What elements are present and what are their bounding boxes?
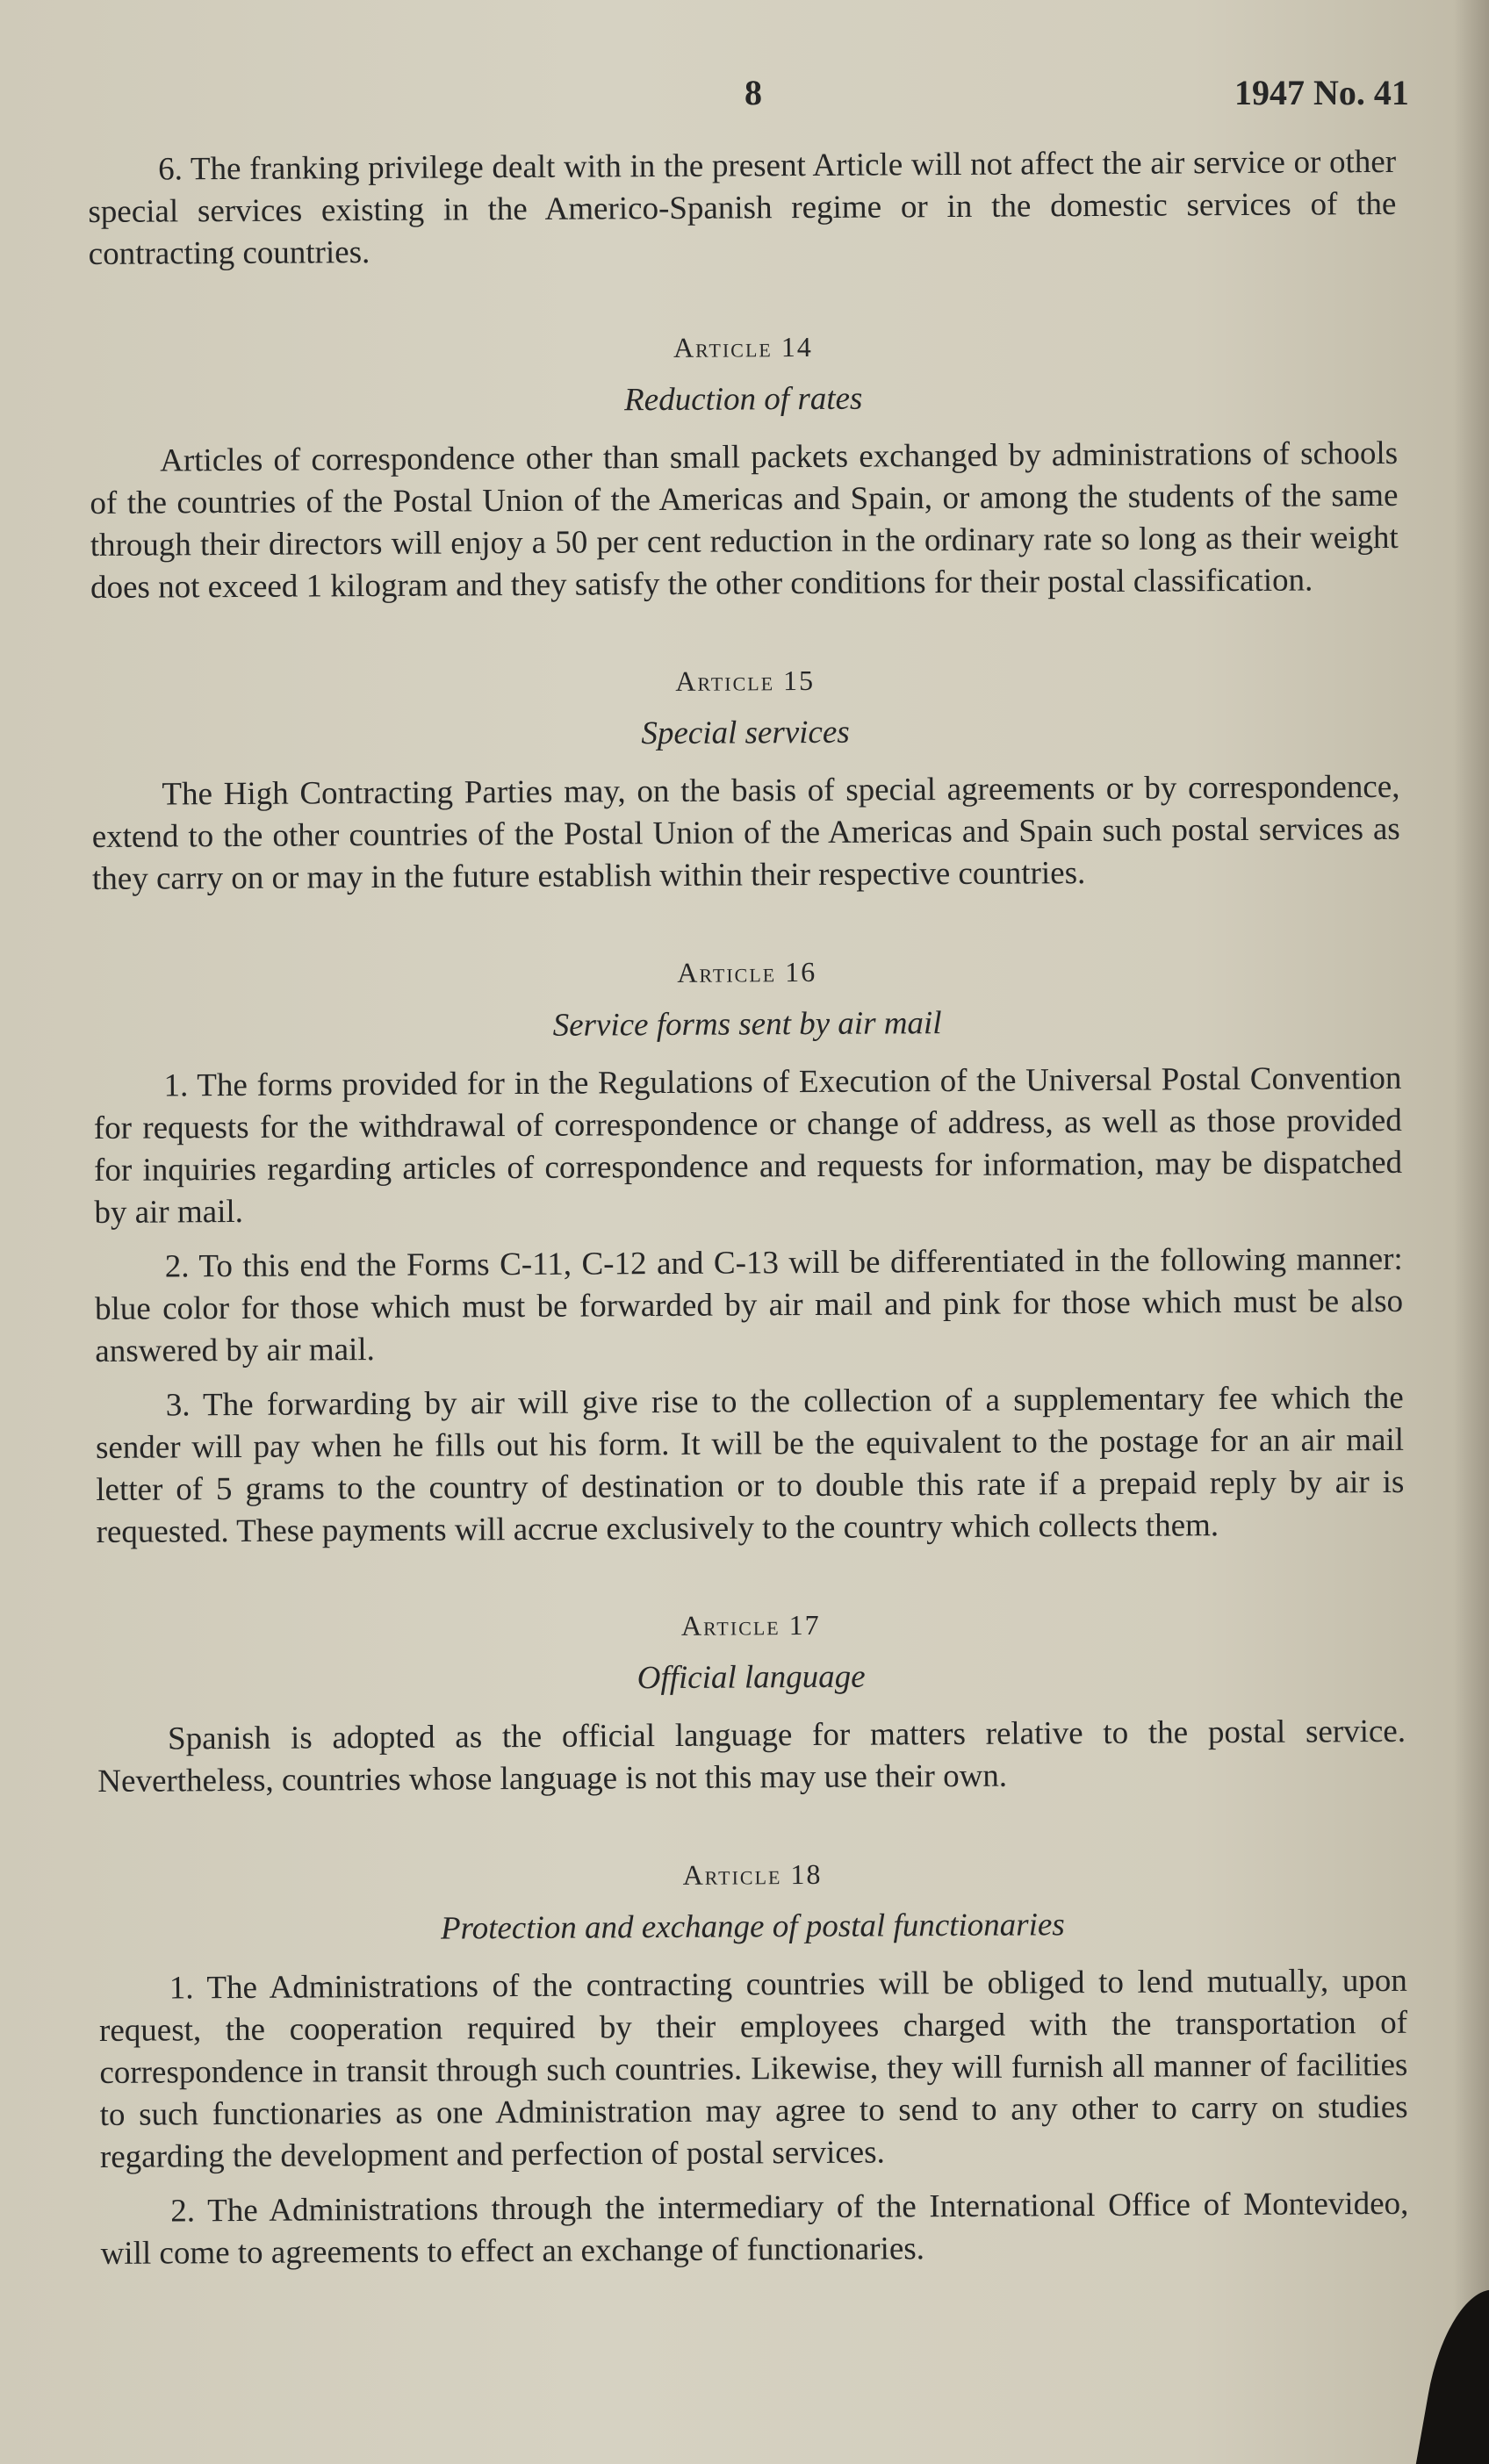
- article-17: [97, 1600, 1406, 1803]
- article-subtitle: Special services: [641, 714, 850, 752]
- article-18: [98, 1850, 1409, 2275]
- article-heading: Article 14: [673, 330, 813, 363]
- article-heading: Article 16: [677, 955, 817, 988]
- article-heading: Article 17: [680, 1608, 821, 1641]
- article-paragraph: Articles of correspondence other than small packets exchanged by administrations of schools of the countries of the Postal Union of the Americas and Spain, or among the students of the same through their directors will enjoy a 50 per cent reduction in the ordinary rate so long as their weight does not exceed 1 kilogram and they satisfy the other conditions for their postal classification.: [90, 435, 1399, 606]
- binding-corner: [1408, 2281, 1489, 2464]
- article-paragraph: 1. The Administrations of the contracting countries will be obliged to lend mutually, upon request, the cooperation required by their employees charged with the transportation of correspondence in transit through such countries. Likewise, they will furnish all manner of facilities to such functionaries as one Administration may agree to send to any other to carry on studies regarding the development and perfection of postal services.: [98, 1962, 1408, 2175]
- article-14: [89, 322, 1399, 609]
- document-id: 1947 No. 41: [1234, 73, 1409, 112]
- page-header: [0, 72, 1489, 125]
- article-subtitle: Service forms sent by air mail: [552, 1005, 942, 1044]
- article-subtitle: Official language: [637, 1658, 866, 1697]
- page-content: [88, 141, 1409, 2275]
- article-15: [91, 656, 1401, 901]
- article-paragraph: The High Contracting Parties may, on the basis of special agreements or by correspondence, extend to the other countries of the Postal Union of the Americas and Spain such postal services as they carry on or may in the future establish within their respective countries.: [91, 768, 1400, 897]
- page-edge-shadow: [1454, 0, 1489, 2464]
- article-paragraph: 1. The forms provided for in the Regulations of Execution of the Universal Postal Convention for requests for the withdrawal of correspondence or change of address, as well as those provided for inquiries regarding articles of correspondence and requests for information, may be dispatched by air mail.: [93, 1060, 1403, 1231]
- page-number: 8: [744, 73, 762, 112]
- article-heading: Article 18: [682, 1857, 823, 1891]
- article-paragraph: Spanish is adopted as the official language for matters relative to the postal service. Nevertheless, countries whose language is not this may use their own.: [97, 1713, 1406, 1800]
- intro-paragraph: 6. The franking privilege dealt with in the present Article will not affect the air service or other special services existing in the Americo-Spanish regime or in the domestic services of the contracting countries.: [88, 143, 1397, 272]
- article-subtitle: Protection and exchange of postal functionaries: [440, 1907, 1065, 1947]
- article-16: [93, 947, 1405, 1554]
- article-paragraph: 2. To this end the Forms C-11, C-12 and C-13 will be differentiated in the following manner: blue color for those which must be forwarded by air mail and pink for those which must be also answered by air mail.: [94, 1240, 1404, 1369]
- article-paragraph: 3. The forwarding by air will give rise to the collection of a supplementary fee which the sender will pay when he fills out his form. It will be the equivalent to the postage for an air mail letter of 5 grams to the country of destination or to double this rate if a prepaid reply by air is requested. These payments will accrue exclusively to the country which collects them.: [95, 1379, 1405, 1550]
- article-paragraph: 2. The Administrations through the intermediary of the International Office of Montevideo, will come to agreements to effect an exchange of functionaries.: [100, 2185, 1409, 2272]
- article-subtitle: Reduction of rates: [623, 380, 863, 419]
- article-heading: Article 15: [675, 664, 816, 697]
